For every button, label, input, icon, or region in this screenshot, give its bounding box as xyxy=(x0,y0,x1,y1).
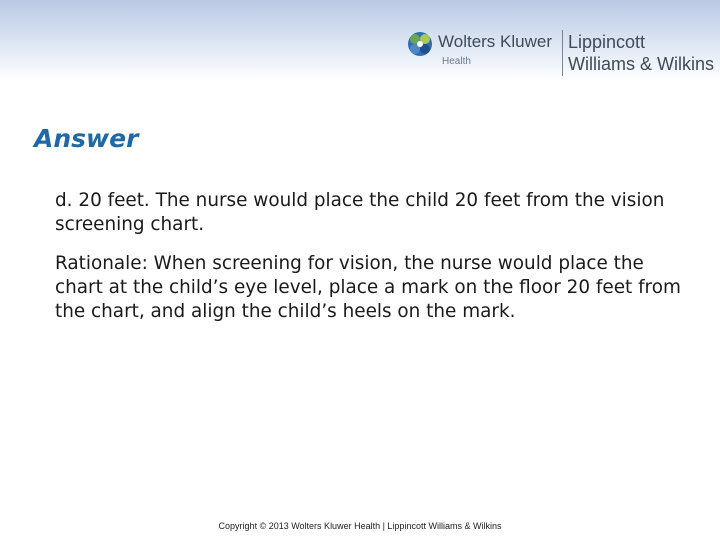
rationale-paragraph: Rationale: When screening for vision, the nurse would place the chart at the child’s eye level, place a mark on the floor 20 feet from the chart, and align the child’s heels on the mark. xyxy=(55,253,681,322)
logo-divider xyxy=(562,30,563,76)
logo-partner-line1: Lippincott xyxy=(568,32,646,52)
copyright-footer: Copyright © 2013 Wolters Kluwer Health | Lippincott Williams & Wilkins xyxy=(218,521,502,531)
logo-primary-text: Wolters Kluwer xyxy=(438,32,552,51)
logo-secondary-text: Health xyxy=(442,56,471,67)
logo-partner-line2: Williams & Wilkins xyxy=(568,54,714,74)
slide-title: Answer xyxy=(34,124,139,153)
wolters-kluwer-logo-icon xyxy=(406,30,434,58)
answer-paragraph: d. 20 feet. The nurse would place the child 20 feet from the vision screening chart. xyxy=(55,190,665,235)
publisher-logo xyxy=(406,28,716,80)
